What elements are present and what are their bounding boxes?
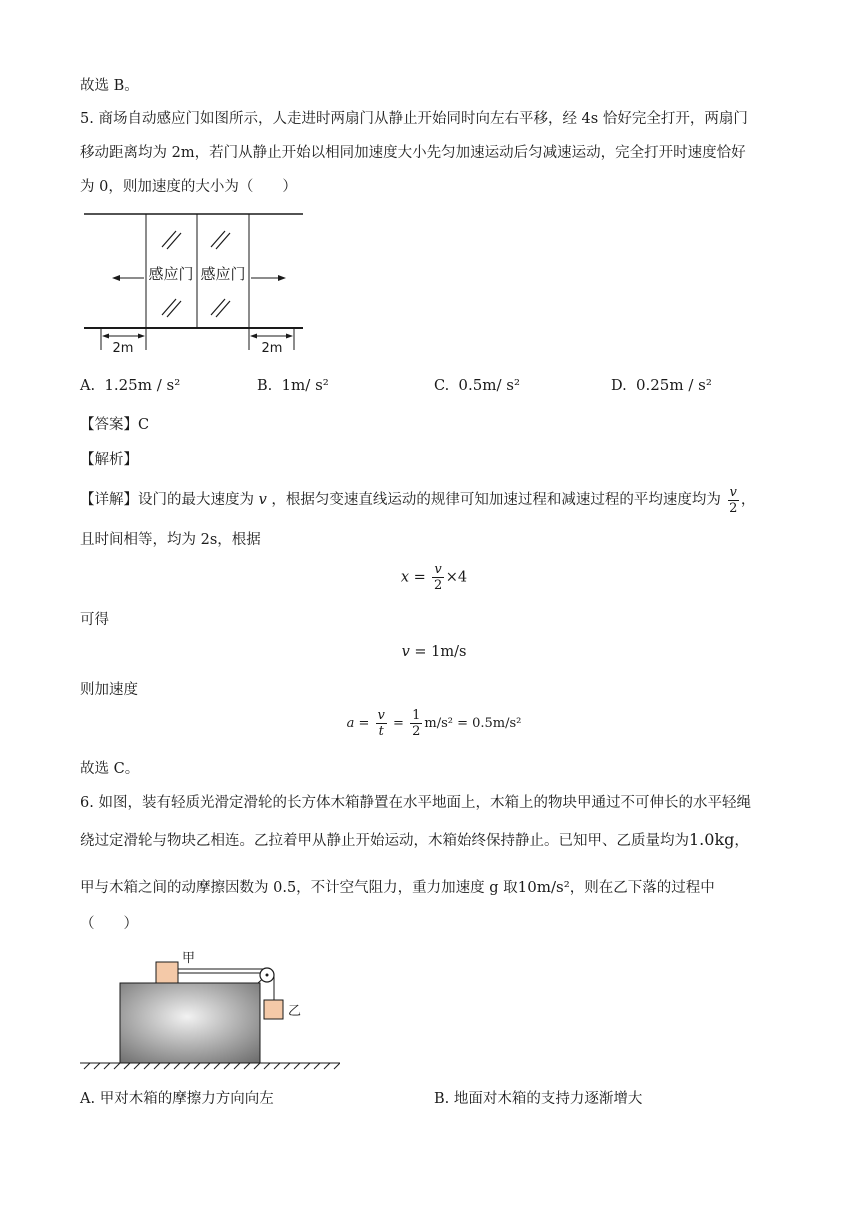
q6-text-line3: 甲与木箱之间的动摩擦因数为 0.5，不计空气阻力，重力加速度 g 取10m/s²，则在乙下落的过程中 — [80, 878, 715, 896]
left-distance-label: 2m — [112, 341, 134, 356]
q6-text-line1: 6. 如图，装有轻质光滑定滑轮的长方体木箱静置在水平地面上，木箱上的物块甲通过不可伸长的水平轻绳 — [80, 795, 751, 811]
right-distance-label: 2m — [261, 341, 283, 356]
answer-label: 【答案】C — [80, 417, 150, 433]
inline-fraction: $\frac{v}{2}$ — [729, 484, 738, 516]
q6-option-b[interactable]: B. 地面对木箱的支持力逐渐增大 — [434, 1091, 643, 1107]
box-figure — [80, 945, 340, 1070]
q5-text-line3: 为 0，则加速度的大小为（ ） — [80, 179, 297, 195]
select-c: 故选 C。 — [80, 761, 140, 777]
q5-text-line1: 5. 商场自动感应门如图所示，人走进时两扇门从静止开始同时向左右平移，经 4s 恰好完全打开，两扇门 — [80, 111, 748, 127]
block-jia-label: 甲 — [182, 951, 196, 966]
formula-velocity: v = 1m/s — [401, 644, 467, 660]
detail-line1: 【详解】设门的最大速度为 v ，根据匀变速直线运动的规律可知加速过程和减速过程的平均速度均为 $\frac{v}{2}$ ， — [80, 484, 756, 516]
q6-text-line2: 绕过定滑轮与物块乙相连。乙拉着甲从静止开始运动，木箱始终保持静止。已知甲、乙质量均为1.0kg， — [80, 830, 749, 849]
detail-line2: 且时间相等，均为 2s，根据 — [80, 532, 261, 548]
q5-option-a[interactable]: A. 1.25m / s² — [80, 376, 181, 394]
formula-displacement: x = $\frac{v}{2}$ ×4 — [400, 562, 468, 593]
q5-option-c[interactable]: C. 0.5m/ s² — [434, 376, 521, 394]
analysis-label: 【解析】 — [80, 452, 138, 468]
right-arrow-icon — [278, 275, 286, 281]
left-arrow-icon — [112, 275, 120, 281]
q6-option-a[interactable]: A. 甲对木箱的摩擦力方向向左 — [80, 1091, 274, 1107]
q5-option-b[interactable]: B. 1m/ s² — [257, 376, 329, 394]
prev-answer: 故选 B。 — [80, 78, 139, 94]
left-door-label: 感应门 — [148, 265, 194, 283]
right-door-label: 感应门 — [200, 265, 246, 283]
then-acc-label: 则加速度 — [80, 682, 138, 698]
kede-label: 可得 — [80, 612, 109, 628]
block-yi-label: 乙 — [288, 1004, 302, 1019]
door-figure — [80, 205, 310, 360]
q5-option-d[interactable]: D. 0.25m / s² — [611, 376, 712, 394]
formula-acceleration: a = $\frac{v}{t}$ = $\frac{1}{2}$ m/s² = 0.5m/s² — [346, 708, 522, 739]
q5-text-line2: 移动距离均为 2m，若门从静止开始以相同加速度大小先匀加速运动后匀减速运动，完全打开时速度恰好 — [80, 145, 746, 161]
q6-text-line4: （ ） — [80, 916, 138, 932]
